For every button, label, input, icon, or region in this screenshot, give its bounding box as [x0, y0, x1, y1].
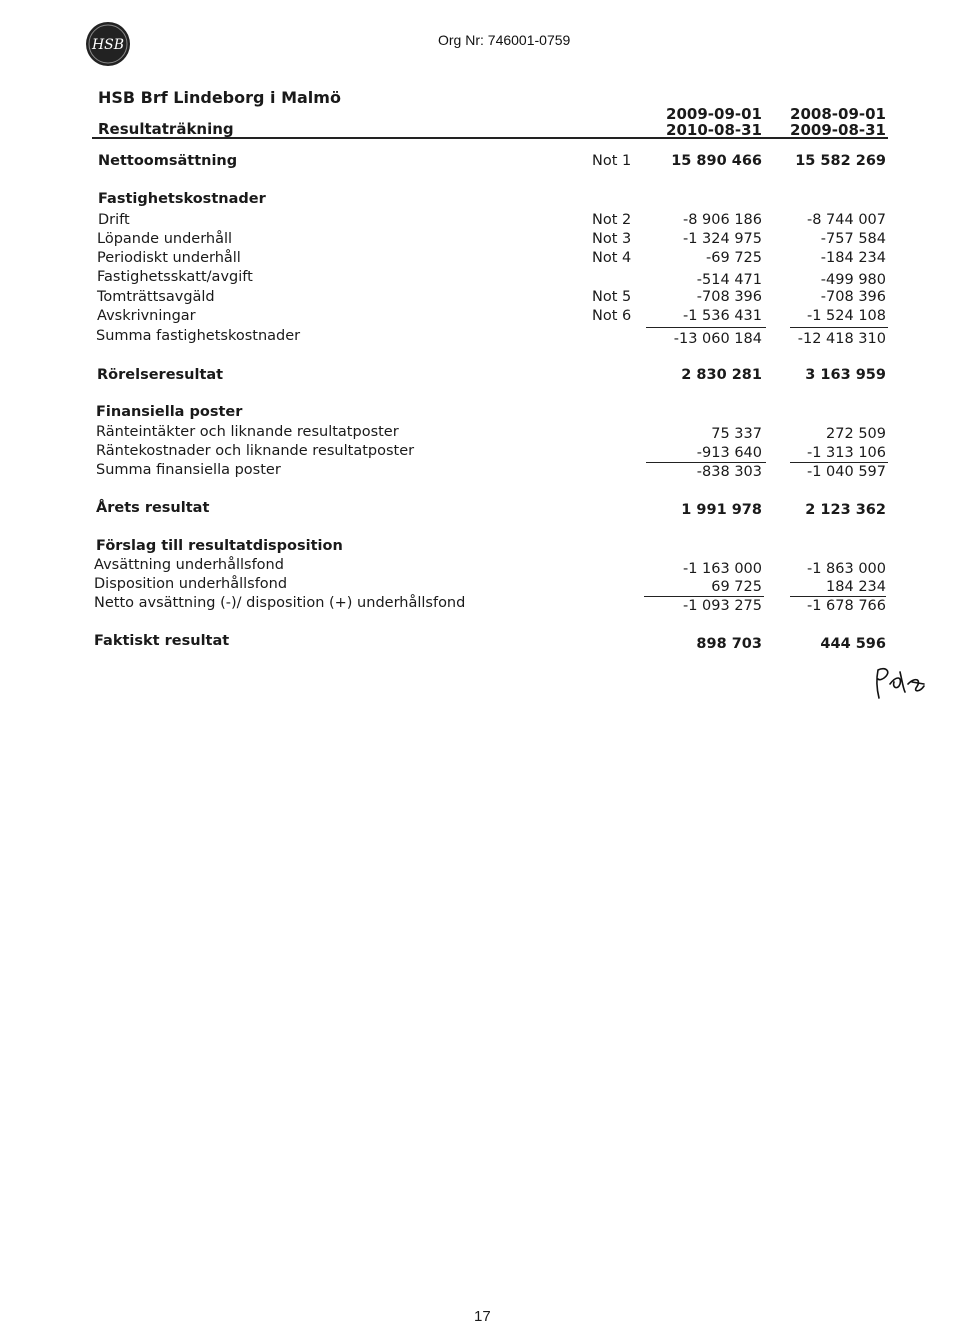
row-rorelseresultat: [0, 367, 960, 387]
row-value-1: 898 703: [696, 636, 762, 652]
section-title-forslag: Förslag till resultatdisposition: [96, 538, 343, 554]
hsb-logo: [84, 20, 132, 68]
table-row: [0, 576, 960, 596]
row-value-1: -838 303: [696, 464, 762, 480]
row-value-1: -1 163 000: [682, 561, 762, 577]
row-value-2: -757 584: [820, 231, 886, 247]
row-value-1: 1 991 978: [681, 502, 762, 518]
row-value-2: -499 980: [820, 272, 886, 288]
row-label: Avsättning underhållsfond: [94, 557, 284, 573]
row-value-2: -708 396: [820, 289, 886, 305]
row-label: Nettoomsättning: [98, 153, 238, 169]
row-label: Drift: [98, 212, 130, 228]
row-label: Summa fastighetskostnader: [96, 328, 301, 344]
table-row: [0, 289, 960, 309]
row-value-1: -514 471: [696, 272, 762, 288]
section-title-finansiella: Finansiella poster: [96, 404, 243, 420]
row-label: Summa finansiella poster: [96, 462, 281, 478]
row-label: Rörelseresultat: [97, 367, 224, 383]
section-title-fastighetskostnader: Fastighetskostnader: [98, 191, 266, 207]
column-1-period: [666, 106, 762, 138]
table-row: [0, 557, 960, 577]
row-value-1: -13 060 184: [673, 331, 762, 347]
row-arets-resultat: [0, 500, 960, 520]
signature-initials: [872, 662, 928, 702]
column-2-to: 2009-08-31: [790, 121, 886, 139]
row-value-2: -1 040 597: [806, 464, 886, 480]
row-value-2: 3 163 959: [805, 367, 886, 383]
row-label: Disposition underhållsfond: [94, 576, 288, 592]
row-value-2: 184 234: [826, 579, 886, 595]
column-2-from: 2008-09-01: [790, 105, 886, 123]
row-value-1: -708 396: [696, 289, 762, 305]
table-row-sum: [0, 595, 960, 615]
row-label: Faktiskt resultat: [94, 633, 230, 649]
row-value-1: -1 324 975: [682, 231, 762, 247]
row-value-1: -1 093 275: [682, 598, 762, 614]
row-label: Avskrivningar: [97, 308, 196, 324]
report-title: Resultaträkning: [98, 120, 234, 138]
table-row: [0, 269, 960, 289]
row-value-2: 444 596: [820, 636, 886, 652]
row-label: Tomträttsavgäld: [97, 289, 215, 305]
org-number: Org Nr: 746001-0759: [438, 32, 571, 48]
row-value-2: 2 123 362: [805, 502, 886, 518]
row-value-2: -12 418 310: [797, 331, 886, 347]
table-row: [0, 308, 960, 328]
page-number: 17: [474, 1308, 491, 1325]
table-row: [0, 231, 960, 251]
row-value-1: -69 725: [706, 250, 762, 266]
table-row-sum: [0, 328, 960, 348]
row-label: Netto avsättning (-)/ disposition (+) underhållsfond: [94, 595, 466, 611]
table-row: [0, 424, 960, 444]
row-value-1: 2 830 281: [681, 367, 762, 383]
header-rule: [92, 137, 888, 139]
row-value-1: 75 337: [711, 426, 762, 442]
company-name: HSB Brf Lindeborg i Malmö: [98, 88, 341, 107]
row-nettoomsattning: [0, 153, 960, 173]
row-value-1: -913 640: [696, 445, 762, 461]
column-1-from: 2009-09-01: [666, 105, 762, 123]
row-label: Fastighetsskatt/avgift: [97, 269, 253, 285]
row-value-2: 272 509: [826, 426, 886, 442]
svg-text:HSB: HSB: [91, 37, 125, 53]
row-value-2: -184 234: [820, 250, 886, 266]
row-note: Not 2: [592, 212, 632, 228]
column-2-period: [790, 106, 886, 138]
row-value-2: -1 524 108: [806, 308, 886, 324]
table-row: [0, 443, 960, 463]
row-value-1: -8 906 186: [682, 212, 762, 228]
row-value-2: -1 678 766: [806, 598, 886, 614]
row-value-1: 15 890 466: [671, 153, 762, 169]
row-label: Ränteintäkter och liknande resultatposter: [96, 424, 399, 440]
row-value-1: -1 536 431: [682, 308, 762, 324]
row-value-2: -1 313 106: [806, 445, 886, 461]
table-row: [0, 250, 960, 270]
row-note: Not 4: [592, 250, 632, 266]
row-value-1: 69 725: [711, 579, 762, 595]
row-note: Not 5: [592, 289, 632, 305]
table-row: [0, 212, 960, 232]
row-note: Not 6: [592, 308, 632, 324]
column-1-to: 2010-08-31: [666, 121, 762, 139]
row-value-2: -1 863 000: [806, 561, 886, 577]
row-note: Not 1: [592, 153, 632, 169]
row-label: Periodiskt underhåll: [97, 250, 241, 266]
row-faktiskt-resultat: [0, 633, 960, 653]
row-label: Räntekostnader och liknande resultatposter: [96, 443, 415, 459]
row-value-2: 15 582 269: [795, 153, 886, 169]
row-label: Löpande underhåll: [97, 231, 233, 247]
row-note: Not 3: [592, 231, 632, 247]
table-row-sum: [0, 462, 960, 482]
row-value-2: -8 744 007: [806, 212, 886, 228]
row-label: Årets resultat: [96, 500, 210, 516]
